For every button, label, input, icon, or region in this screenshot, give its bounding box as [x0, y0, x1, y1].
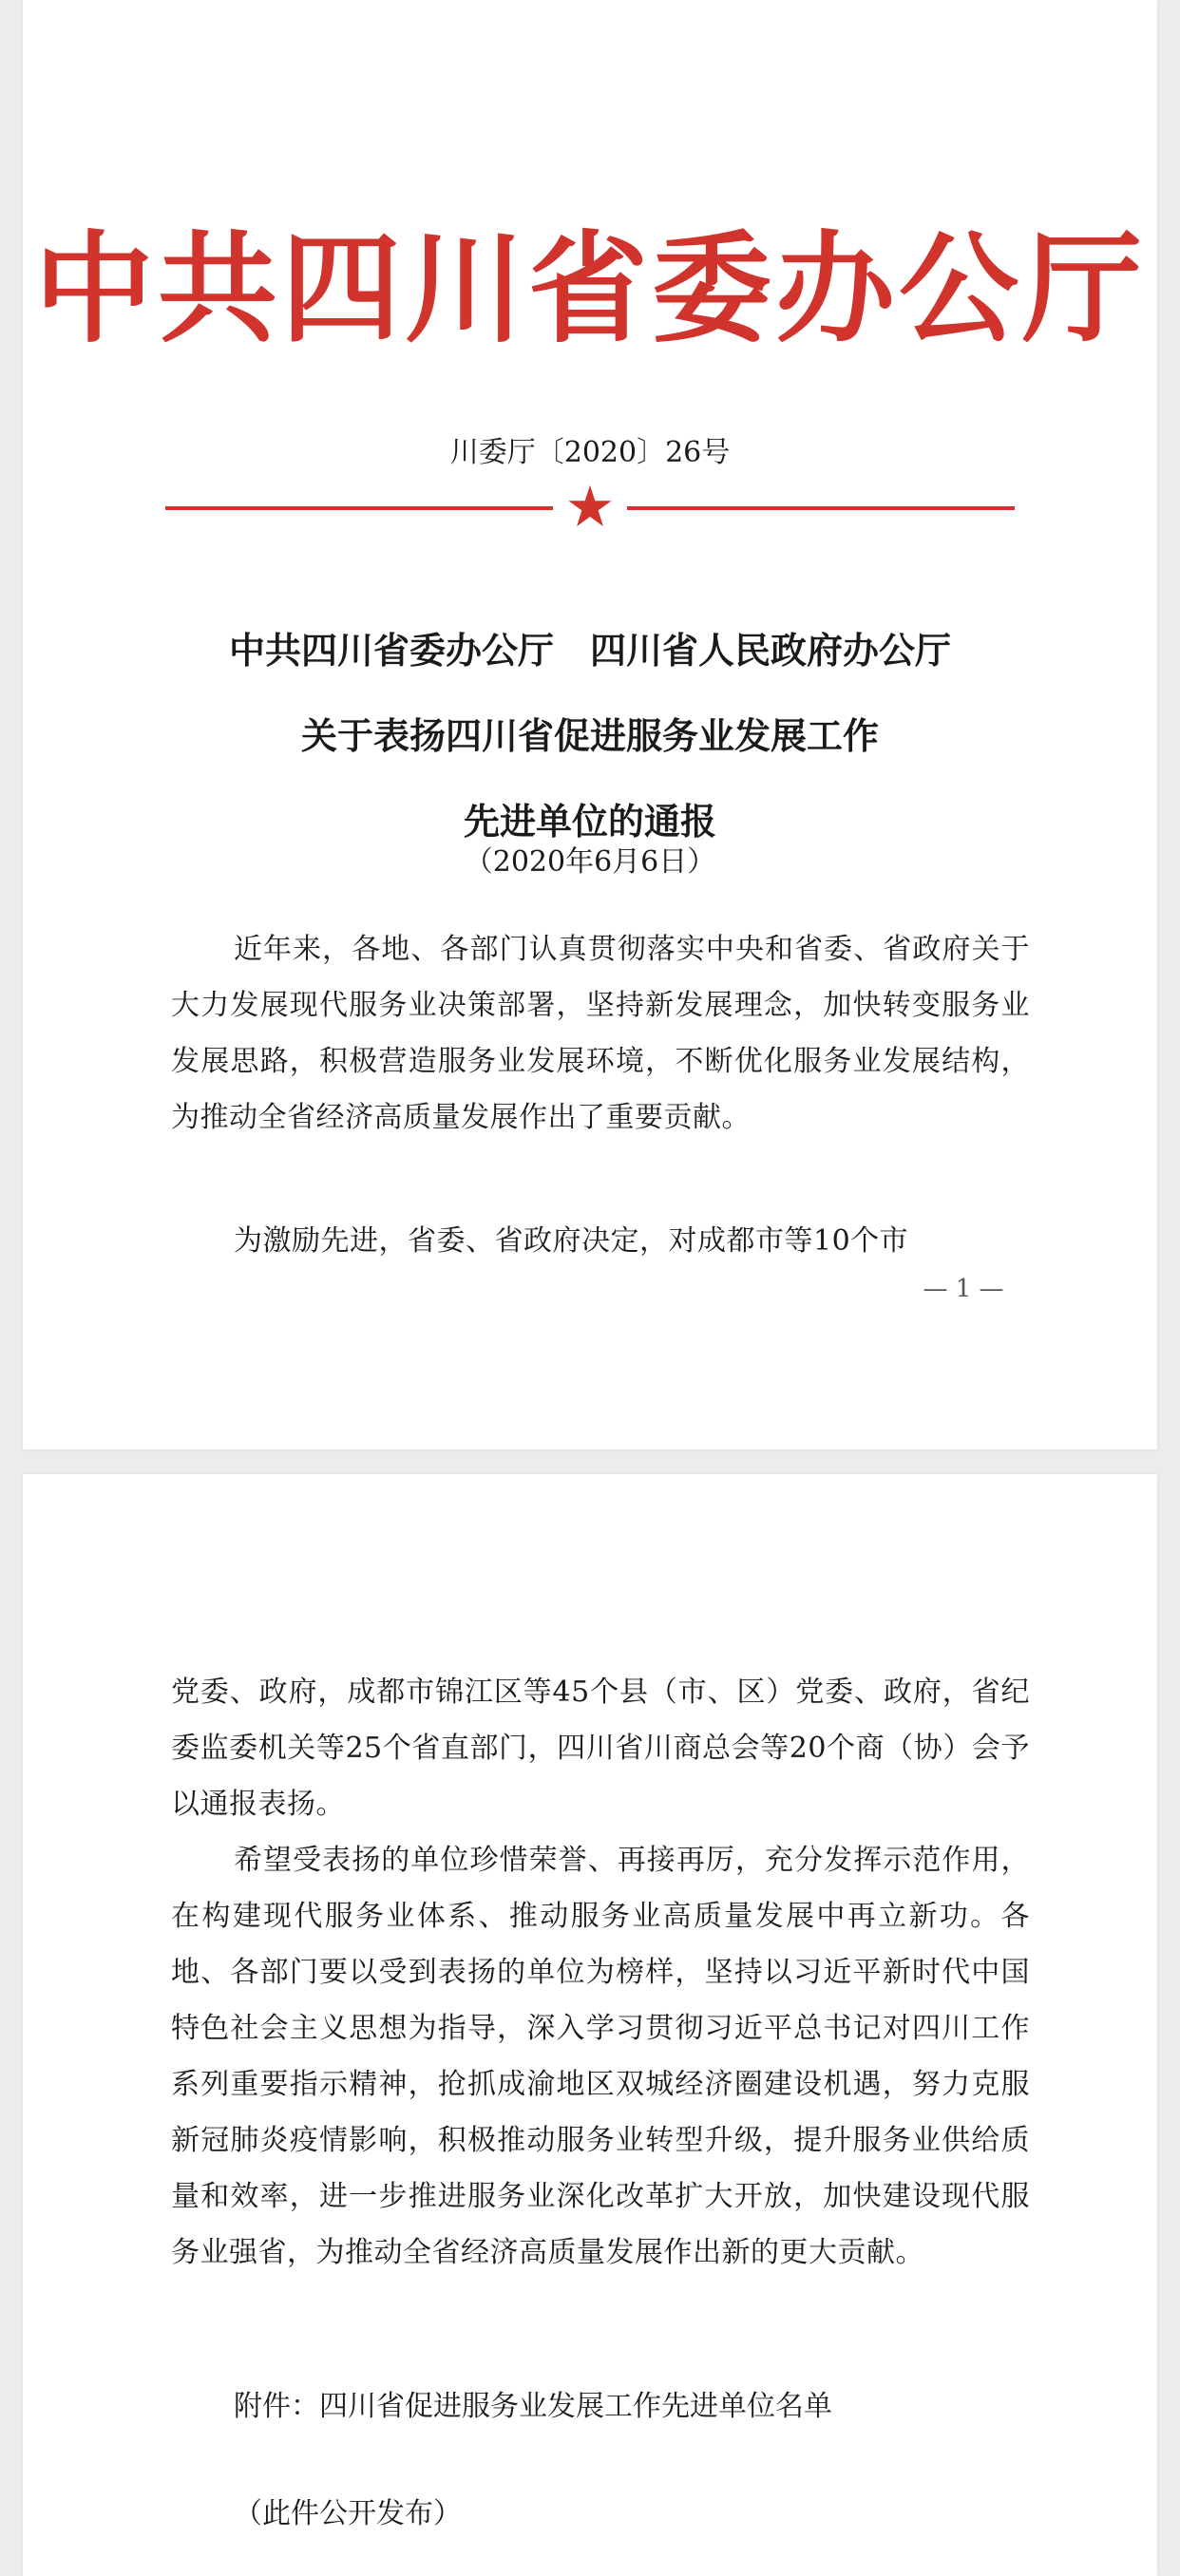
attachment-line: 附件：四川省促进服务业发展工作先进单位名单 — [234, 2390, 832, 2423]
star-icon — [567, 483, 613, 529]
document-number: 川委厅〔2020〕26号 — [449, 436, 731, 469]
body-paragraph: 党委、政府，成都市锦江区等45个县（市、区）党委、政府，省纪委监委机关等25个省直部门，四川省川商总会等20个商（协）会予以通报表扬。 — [171, 1676, 1030, 1821]
document-title-line: 中共四川省委办公厅 四川省人民政府办公厅 — [228, 630, 951, 672]
document-date: （2020年6月6日） — [464, 845, 716, 879]
document-title-line: 关于表扬四川省促进服务业发展工作 — [300, 715, 879, 757]
publish-note: （此件公开发布） — [234, 2497, 462, 2530]
body-paragraph: 希望受表扬的单位珍惜荣誉、再接再厉，充分发挥示范作用，在构建现代服务业体系、推动服务业高质量发展中再立新功。各地、各部门要以受到表扬的单位为榜样，坚持以习近平新时代中国特色社会主义思想为指导，深入学习贯彻习近平总书记对四川工作系列重要指示精神，抢抓成渝地区双城经济圈建设机遇，努力克服新冠肺炎疫情影响，积极推动服务业转型升级，提升服务业供给质量和效率，进一步推进服务业深化改革扩大开放，加快建设现代服务业强省，为推动全省经济高质量发展作出新的更大贡献。 — [171, 1844, 1030, 2269]
document-page-1 — [23, 0, 1157, 1449]
document-title-line: 先进单位的通报 — [463, 801, 716, 843]
body-paragraph: 为激励先进，省委、省政府决定，对成都市等10个市 — [234, 1224, 909, 1258]
document-page-2 — [23, 1474, 1157, 2576]
red-divider-right — [627, 506, 1015, 510]
page-number: — 1 — — [923, 1275, 1004, 1303]
document-title — [23, 608, 1157, 864]
red-divider-left — [165, 506, 553, 510]
issuer-header: 中共四川省委办公厅 — [34, 219, 1146, 359]
body-paragraph: 近年来，各地、各部门认真贯彻落实中央和省委、省政府关于大力发展现代服务业决策部署，坚持新发展理念，加快转变服务业发展思路，积极营造服务业发展环境，不断优化服务业发展结构，为推动全省经济高质量发展作出了重要贡献。 — [171, 933, 1030, 1134]
